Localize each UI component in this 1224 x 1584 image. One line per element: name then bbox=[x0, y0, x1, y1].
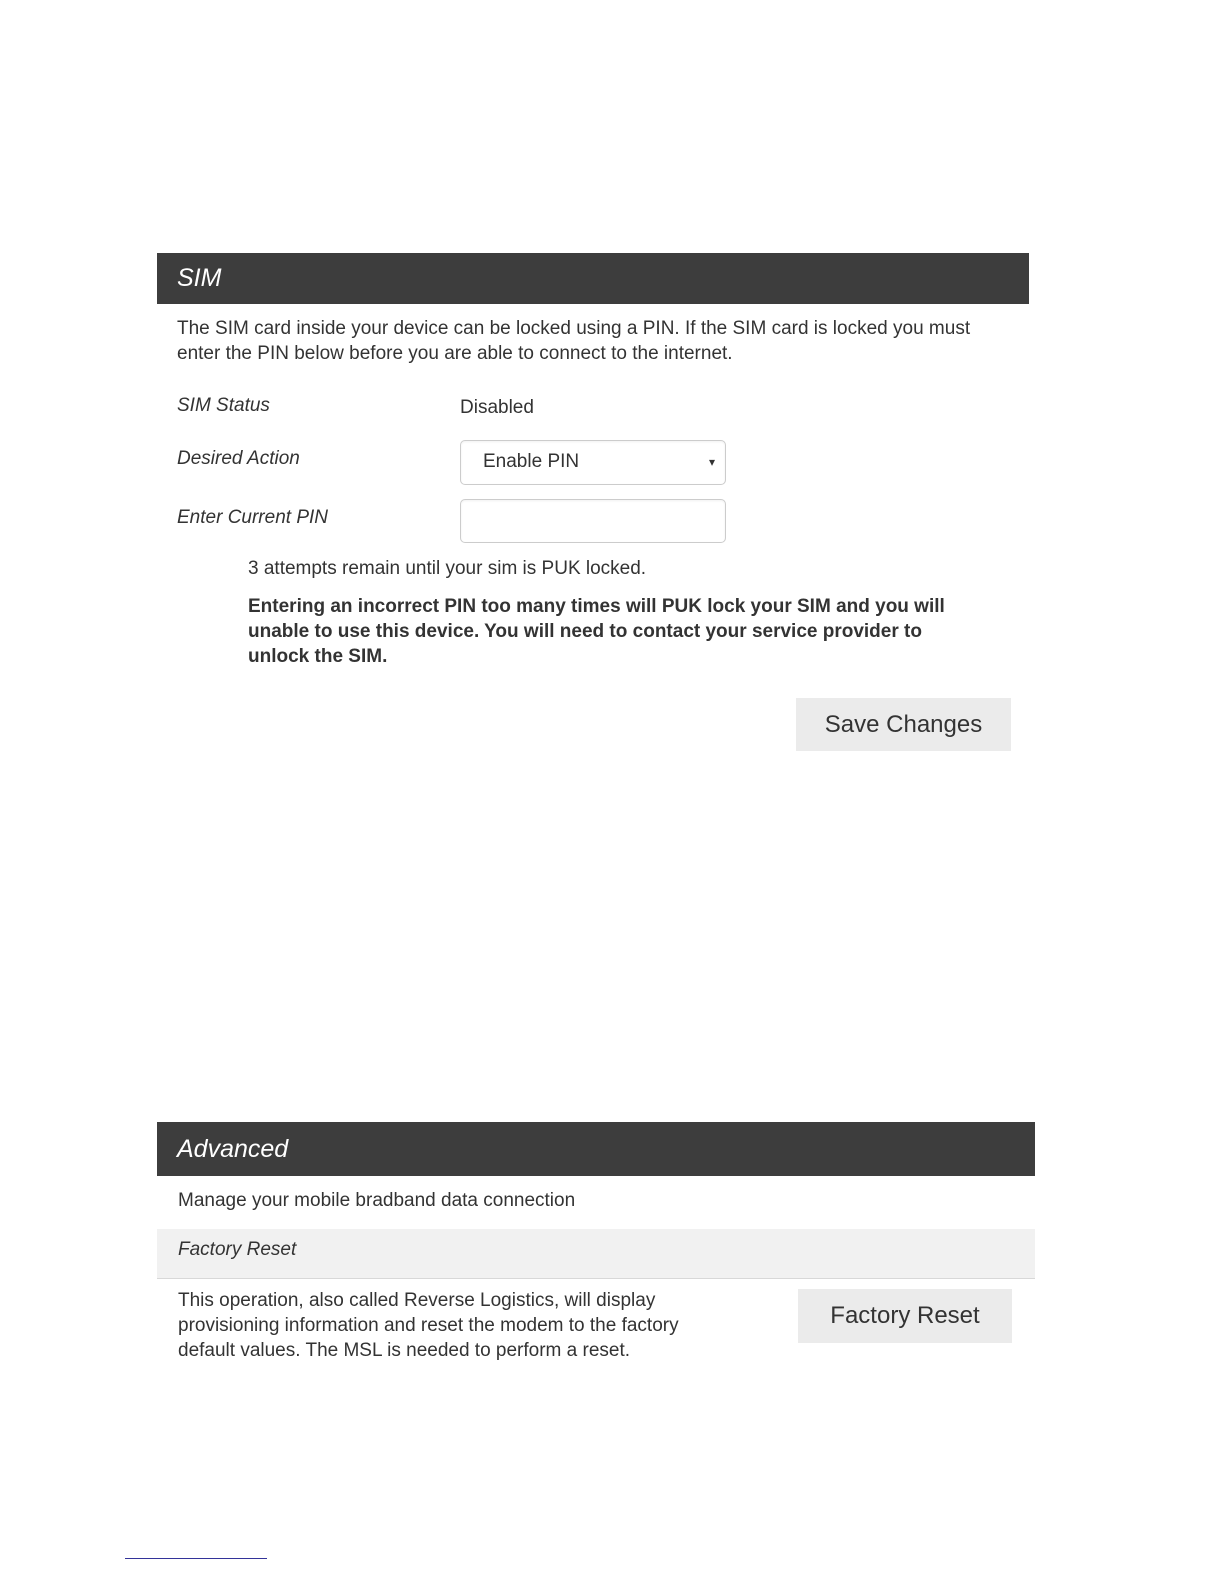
factory-reset-heading: Factory Reset bbox=[178, 1239, 297, 1260]
chevron-down-icon: ▾ bbox=[708, 455, 715, 469]
current-pin-label: Enter Current PIN bbox=[177, 507, 328, 528]
advanced-section-title: Advanced bbox=[177, 1134, 289, 1163]
factory-reset-description: This operation, also called Reverse Logistics, will display provisioning information and reset the modem to the factory default values. The MSL is needed to perform a reset. bbox=[178, 1290, 679, 1361]
desired-action-selected-value: Enable PIN bbox=[483, 451, 580, 472]
advanced-intro-text: Manage your mobile bradband data connection bbox=[178, 1190, 576, 1211]
sim-section-header bbox=[157, 253, 1029, 304]
sim-intro-text: The SIM card inside your device can be locked using a PIN. If the SIM card is locked you must enter the PIN below before you are able to connect to the internet. bbox=[177, 318, 971, 364]
sim-section-title: SIM bbox=[177, 264, 222, 292]
factory-reset-button[interactable]: Factory Reset bbox=[798, 1289, 1012, 1343]
puk-warning-text: Entering an incorrect PIN too many times will PUK lock your SIM and you will unable to use this device. You will need to contact your service provider to unlock the SIM. bbox=[248, 596, 945, 667]
sim-status-value: Disabled bbox=[460, 397, 534, 418]
factory-reset-subheader bbox=[157, 1229, 1035, 1279]
footnote-divider bbox=[125, 1558, 267, 1559]
save-changes-button[interactable]: Save Changes bbox=[796, 698, 1011, 751]
current-pin-input[interactable] bbox=[460, 499, 726, 543]
advanced-section-header bbox=[157, 1122, 1035, 1176]
attempts-remaining-text: 3 attempts remain until your sim is PUK locked. bbox=[248, 558, 647, 579]
desired-action-select[interactable] bbox=[460, 440, 726, 485]
sim-status-label: SIM Status bbox=[177, 395, 270, 416]
desired-action-label: Desired Action bbox=[177, 448, 300, 469]
